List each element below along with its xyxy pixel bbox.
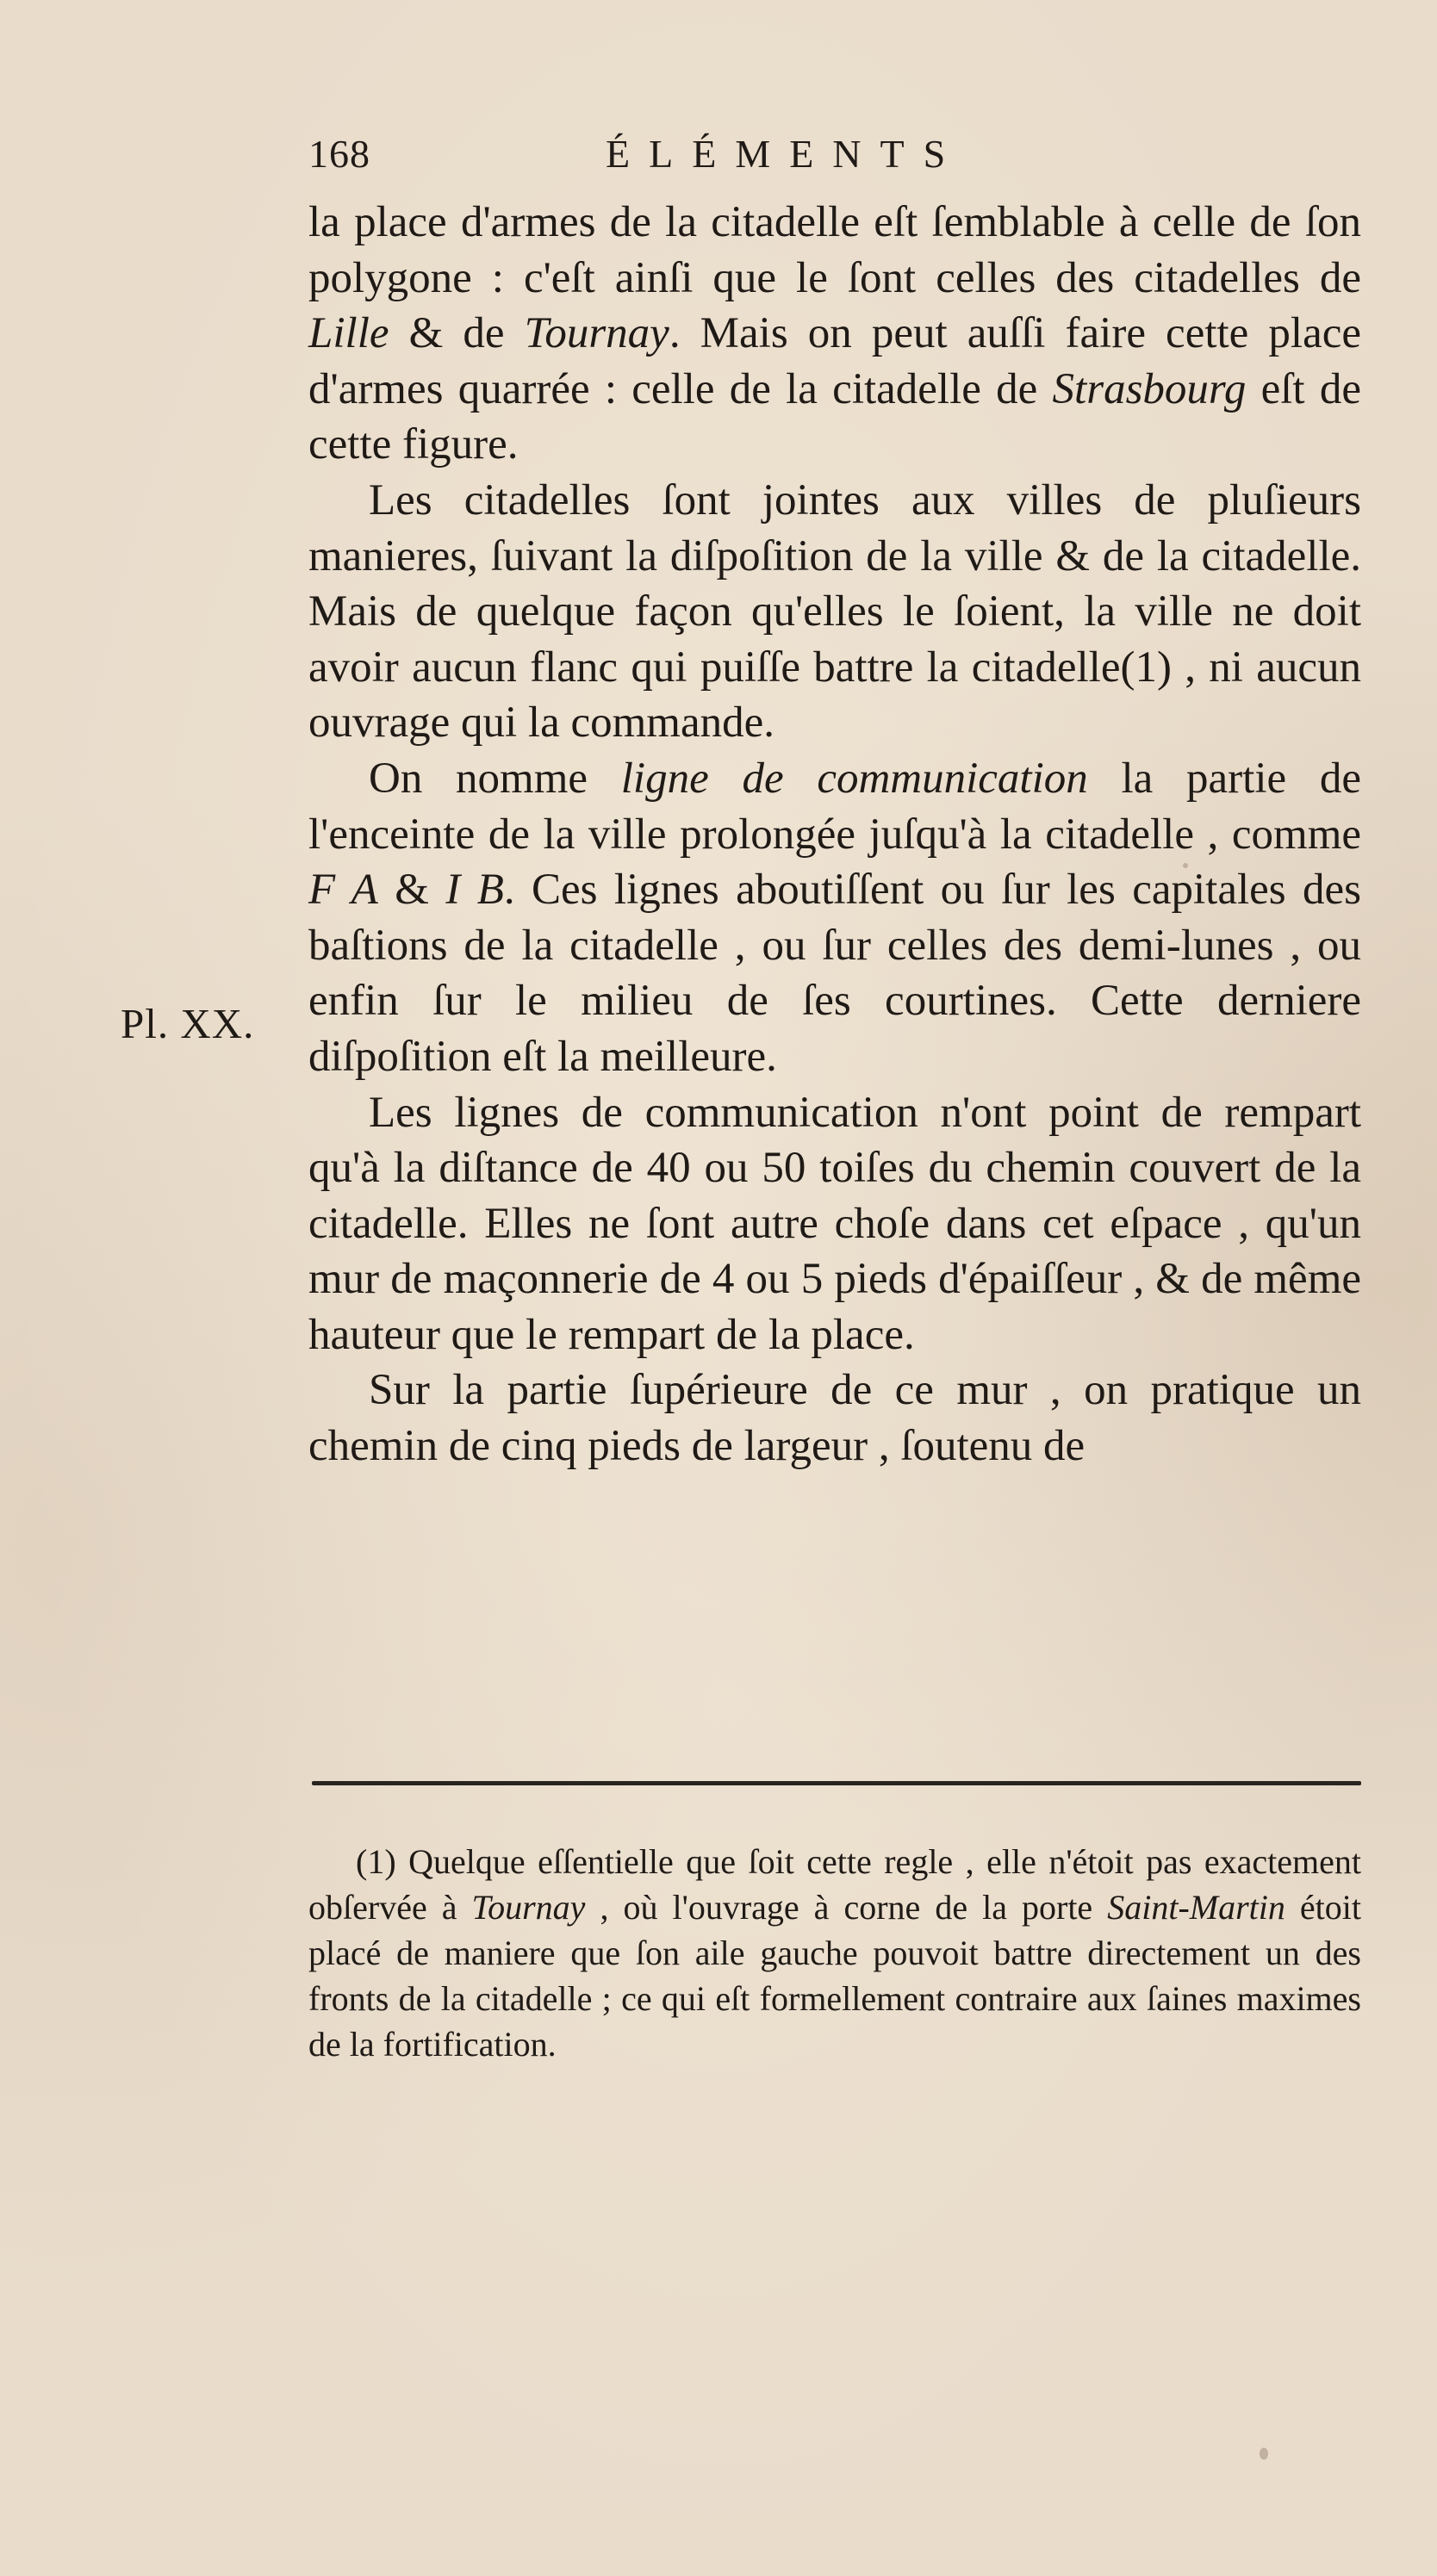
paragraph — [308, 1362, 1361, 1474]
running-title: ÉLÉMENTS — [606, 132, 965, 176]
text-span: Les lignes de communication n'ont point de rempart qu'à la diſtance de 40 ou 50 toiſes du chemin couvert de la citadelle. Elles ne ſont autre choſe dans cet eſpace , qu'un mur de maçonnerie de 4 ou 5 pieds d'épaiſſeur , & de même hauteur que le rempart de la place. — [308, 1088, 1361, 1359]
italic-span: I B — [445, 866, 504, 915]
text-span: & de — [389, 309, 525, 358]
main-text — [308, 195, 1361, 1474]
footnote — [308, 1839, 1361, 2067]
text-span: On nomme — [369, 754, 621, 803]
paragraph — [308, 1085, 1361, 1363]
text-span: , où l'ouvrage à corne de la porte — [585, 1888, 1108, 1927]
paragraph — [308, 751, 1361, 1085]
italic-span: Tournay — [471, 1888, 586, 1927]
footnote-paragraph — [308, 1839, 1361, 2067]
italic-span: Saint-Martin — [1107, 1888, 1285, 1927]
italic-span: Tournay — [524, 309, 669, 358]
italic-span: F A — [308, 866, 378, 915]
footnote-divider — [312, 1781, 1361, 1785]
text-span: la partie de l'enceinte de la ville prolongée juſqu'à la citadelle , comme — [308, 754, 1361, 859]
paragraph — [308, 195, 1361, 473]
text-span: & — [377, 866, 446, 915]
text-span: (1) Quelque eſſentielle que ſoit cette regle , elle n'étoit pas exactement obſervée à — [308, 1842, 1361, 1927]
italic-span: Lille — [308, 309, 389, 358]
plate-reference: Pl. XX. — [121, 1000, 255, 1047]
text-span: . Ces lignes aboutiſſent ou ſur les capitales des baſtions de la citadelle , ou ſur celles des demi-lunes , ou enfin ſur le milieu de ſes courtines. Cette derniere diſpoſition eſt la meilleure. — [308, 866, 1361, 1081]
paper-blemish — [1183, 863, 1188, 868]
paper-blemish — [1260, 2448, 1268, 2460]
text-span: eſt de cette figure. — [308, 364, 1361, 469]
text-span: Sur la partie ſupérieure de ce mur , on pratique un chemin de cinq pieds de largeur , ſoutenu de — [308, 1366, 1361, 1471]
text-span: Les citadelles ſont jointes aux villes de pluſieurs manieres, ſuivant la diſpoſition de la ville & de la citadelle. Mais de quelque façon qu'elles le ſoient, la ville ne doit avoir aucun flanc qui puiſſe battre la citadelle(1) , ni aucun ouvrage qui la commande. — [308, 475, 1361, 748]
text-span: étoit placé de maniere que ſon aile gauche pouvoit battre directement un des fronts de la citadelle ; ce qui eſt formellement contraire aux ſaines maximes de la fortification. — [308, 1888, 1362, 2064]
text-span: . Mais on peut auſſi faire cette place d'armes quarrée : celle de la citadelle de — [308, 309, 1361, 413]
page-number: 168 — [308, 132, 370, 176]
running-head — [308, 131, 1058, 183]
text-span: la place d'armes de la citadelle eſt ſemblable à celle de ſon polygone : c'eſt ainſi que le ſont celles des citadelles de — [308, 198, 1361, 302]
italic-span: Strasbourg — [1052, 364, 1247, 413]
paragraph — [308, 473, 1361, 751]
italic-span: ligne de communication — [620, 754, 1088, 803]
